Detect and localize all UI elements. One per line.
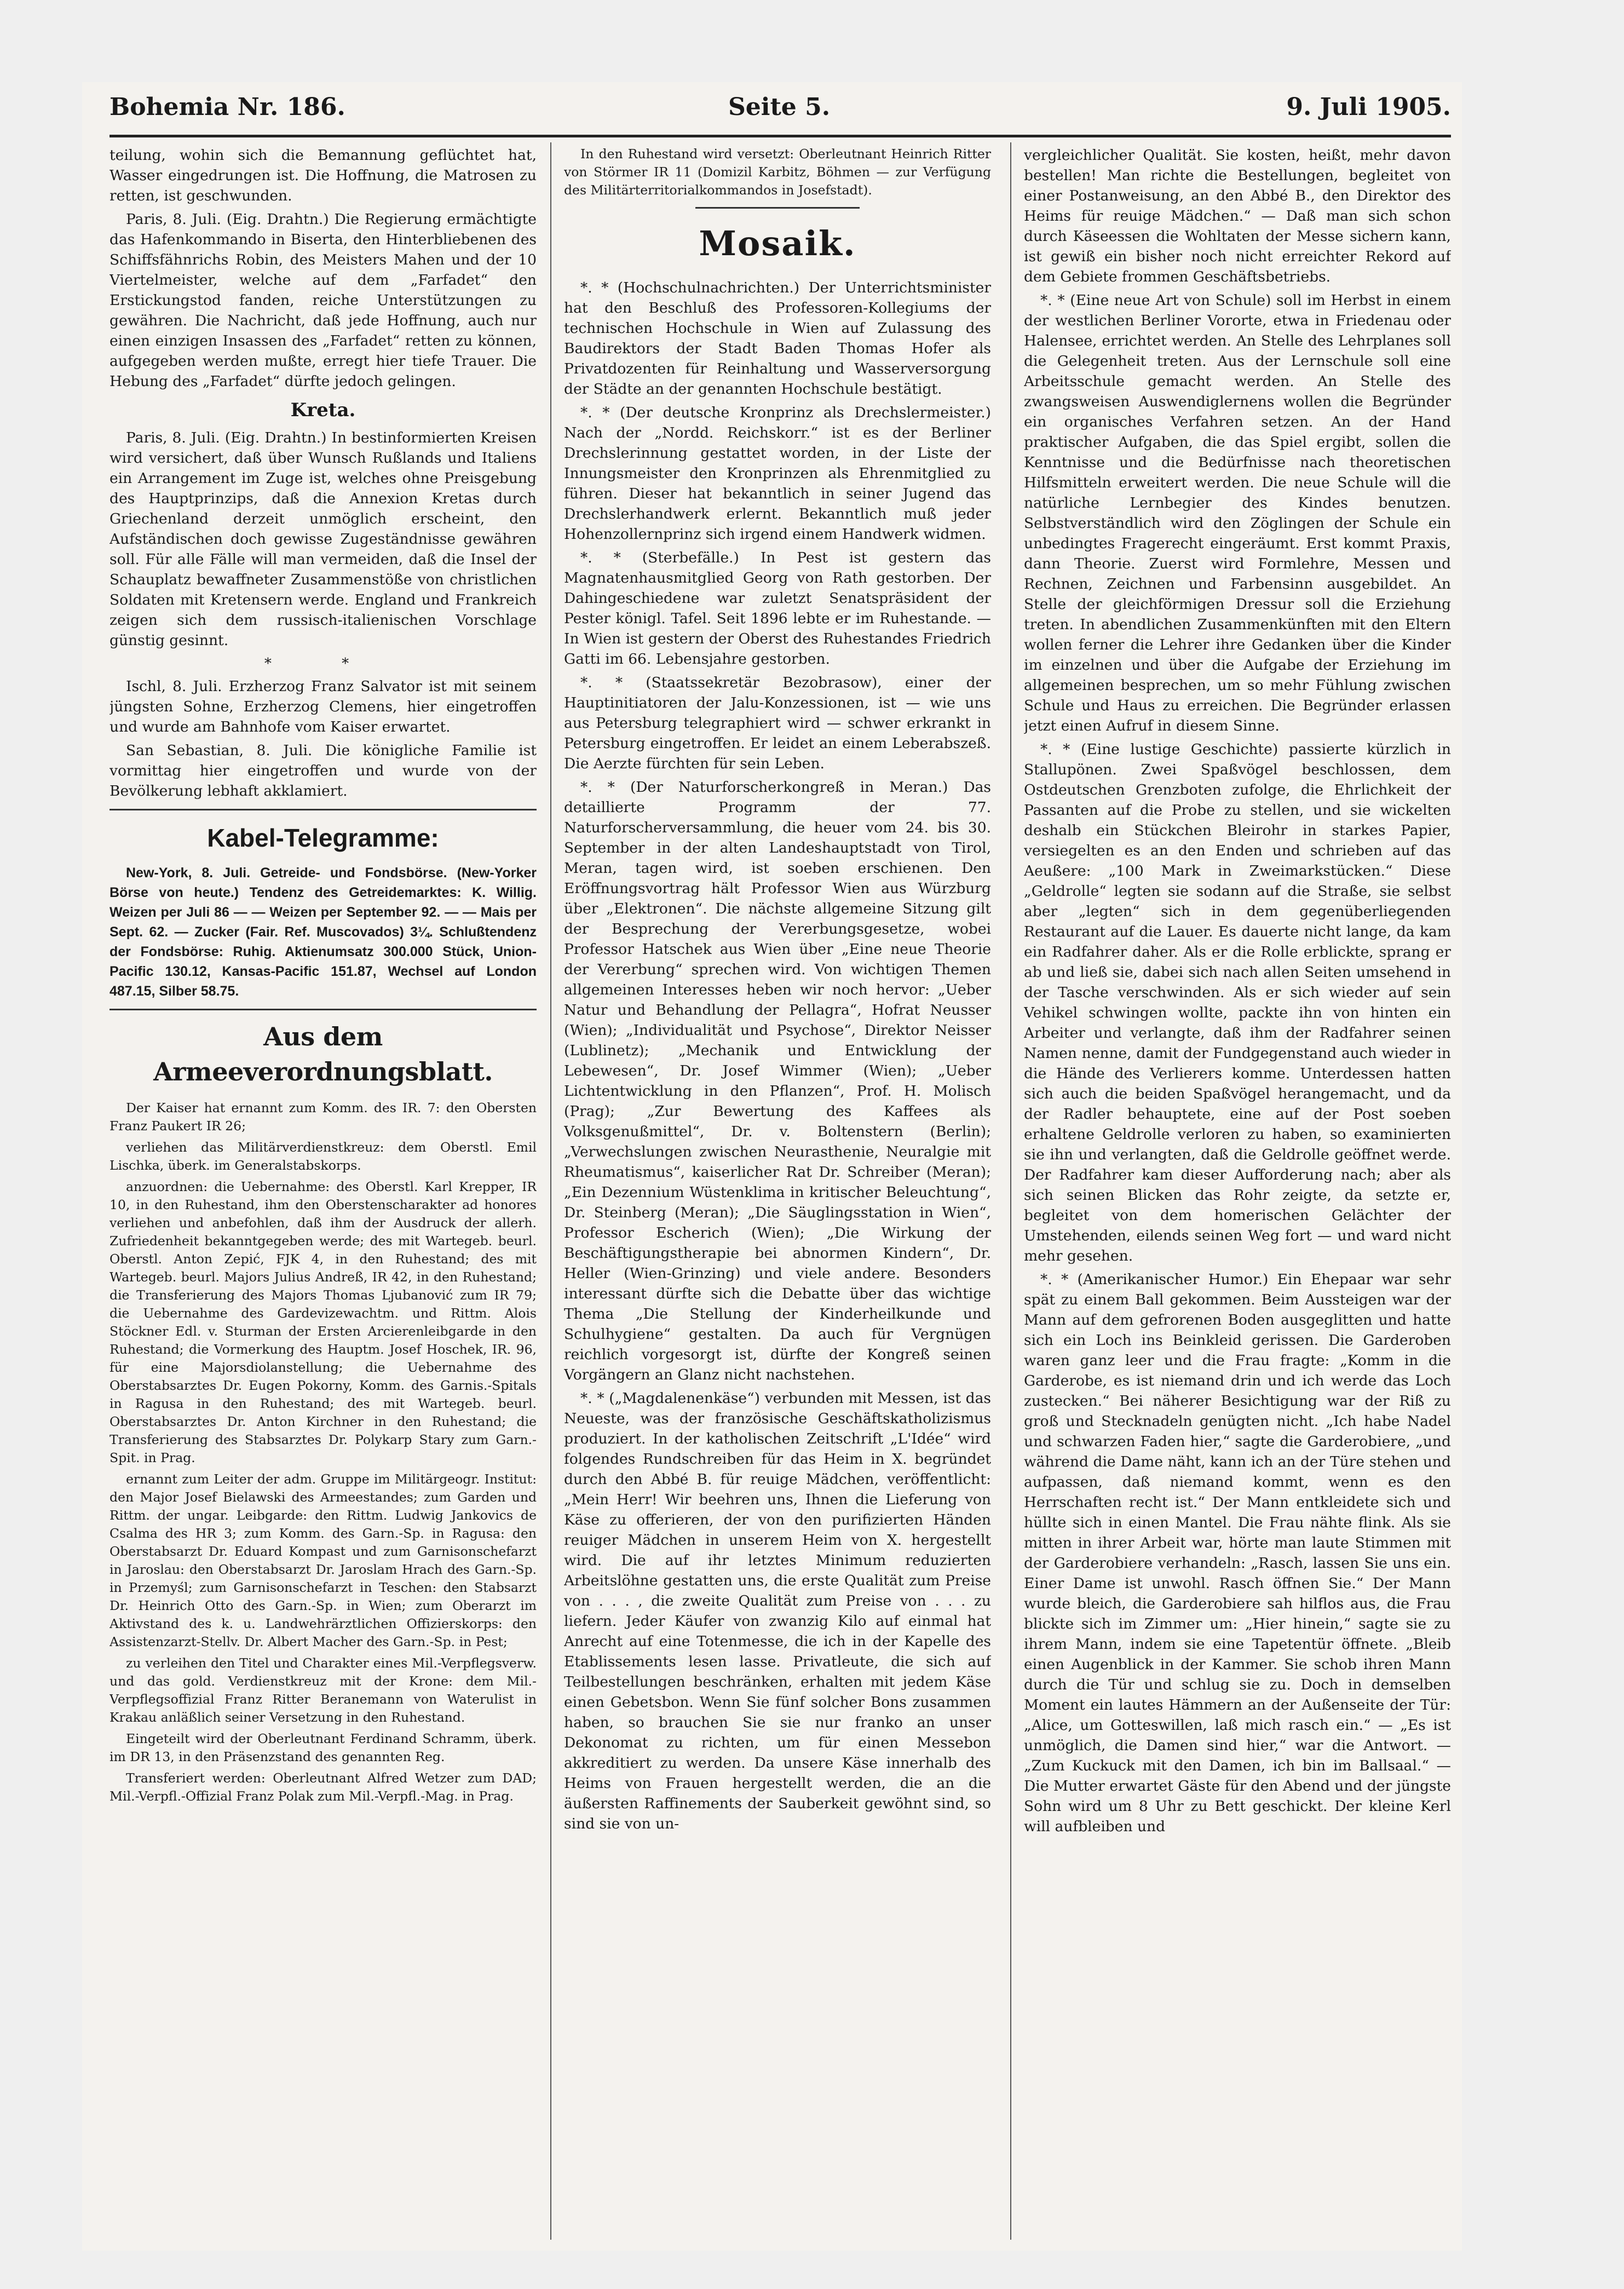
armee-item: zu verleihen den Titel und Charakter eines Mil.-Verpflegsverw. und das gold. Verdienstkreuz mit der Krone: dem Mil.-Verpflegsoffizial Franz Ritter Beranemann von Waterulist in Krakau anläßlich seiner Versetzung in den Ruhestand. bbox=[110, 1655, 537, 1725]
armee-item: Der Kaiser hat ernannt zum Komm. des IR. 7: den Obersten Franz Paukert IR 26; bbox=[110, 1100, 537, 1134]
section-rule bbox=[110, 1009, 537, 1010]
header-publication: Bohemia Nr. 186. bbox=[110, 93, 345, 121]
article-ischl: Ischl, 8. Juli. Erzherzog Franz Salvator ist mit seinem jüngsten Sohne, Erzherzog Clemens, hier eingetroffen und wurde am Bahnhofe vom Kaiser erwartet. bbox=[110, 678, 537, 735]
header-page-number: Seite 5. bbox=[728, 93, 831, 121]
mosaik-item: *. * (Sterbefälle.) In Pest ist gestern das Magnatenhausmitglied Georg von Rath gestorben. Der Dahingeschiedene war zuletzt Senatspräsident der Pester königl. Tafel. Seit 1896 lebte er im Ruhestande. — In Wien ist gestern der Oberst des Ruhestandes Friedrich Gatti im 66. Lebensjahre gestorben. bbox=[564, 549, 991, 668]
separator-stars: * * bbox=[264, 655, 382, 672]
section-heading-kabel: Kabel-Telegramme: bbox=[207, 824, 439, 852]
section-rule bbox=[695, 207, 860, 209]
column-divider-2 bbox=[1010, 142, 1011, 2240]
article-farfadet-end: teilung, wohin sich die Bemannung geflüchtet hat, Wasser eingedrungen ist. Die Hoffnung, die Matrosen zu retten, ist geschwunden. bbox=[110, 147, 537, 204]
mosaik-item: *. * (Der Naturforscherkongreß in Meran.) Das detaillierte Programm der 77. Naturforscherversammlung, die heuer vom 24. bis 30. September in der alten Landeshauptstadt von Tirol, Meran, tagen wird, ist soeben erschienen. Den Eröffnungsvortrag hält Professor Wien aus Würzburg über „Elektronen“. Die nächste allgemeine Sitzung gilt der Besprechung der Vererbungsgesetze, wobei Professor Hatschek aus Wien über „Eine neue Theorie der Vererbung“ sprechen wird. Von wichtigen Themen allgemeinen Interesses heben wir noch hervor: „Ueber Natur und Behandlung der Pellagra“, Hofrat Neusser (Wien); „Individualität und Psychose“, Direktor Neisser (Lublinetz); „Mechanik und Entwicklung der Lebewesen“, Dr. Josef Wimmer (Wien); „Ueber Lichtentwicklung in den Pflanzen“, Prof. H. Molisch (Prag); „Zur Bewertung des Kaffees als Volksgenußmittel“, Dr. v. Boltenstern (Berlin); „Verwechslungen zwischen Neurasthenie, Neuralgie mit Rheumatismus“, kaiserlicher Rat Dr. Schreiber (Meran); „Ein Dezennium Wüstenklima in kritischer Beleuchtung“, Dr. Steinberg (Meran); „Die Säuglingsstation in Wien“, Professor Escherich (Wien); „Die Wirkung der Beschäftigungstherapie bei abnormen Kindern“, Dr. Heller (Wien-Grinzing) und viele andere. Besonders interessant dürfte sich die Debatte über das wichtige Thema „Die Stellung der Kinderheilkunde und Schulhygiene“ gestalten. Da auch für Vergnügen reichlich vorgesorgt ist, dürfte der Kongreß seinen Vorgängern an Glanz nicht nachstehen. bbox=[564, 779, 991, 1383]
column-2 bbox=[564, 145, 991, 2237]
column-1 bbox=[110, 145, 537, 2237]
section-heading-mosaik: Mosaik. bbox=[699, 223, 856, 263]
article-paris-kreta: Paris, 8. Juli. (Eig. Drahtn.) In bestinformierten Kreisen wird versichert, daß über Wunsch Rußlands und Italiens ein Arrangement im Zuge ist, welches ohne Preisgebung des Hauptprinzips, daß die Annexion Kretas durch Griechenland derzeit unmöglich erscheint, den Aufständischen doch gewisse Zugeständnisse gewähren soll. Für alle Fälle will man vermeiden, daß die Insel der Schauplatz bewaffneter Zusammenstöße von christlichen Soldaten mit Kretensern werde. England und Frankreich zeigen sich dem russisch-italienischen Vorschlage günstig gesinnt. bbox=[110, 429, 537, 649]
armee-item: Eingeteilt wird der Oberleutnant Ferdinand Schramm, überk. im DR 13, in den Präsenzstand des genannten Reg. bbox=[110, 1731, 537, 1764]
header-date: 9. Juli 1905. bbox=[1286, 93, 1451, 121]
article-san-sebastian: San Sebastian, 8. Juli. Die königliche Familie ist vormittag hier eingetroffen und wurde von der Bevölkerung lebhaft akklamiert. bbox=[110, 742, 537, 800]
armee-item: anzuordnen: die Uebernahme: des Oberstl. Karl Krepper, IR 10, in den Ruhestand, ihm den Oberstenscharakter ad honores verliehen und anbefohlen, daß ihm der Ausdruck der allerh. Zufriedenheit bekanntgegeben werde; des mit Wartegeb. beurl. Oberstl. Anton Zepić, FJK 4, in den Ruhestand; des mit Wartegeb. beurl. Majors Julius Andreß, IR 42, in den Ruhestand; die Transferierung des Majors Thomas Ljubanović zum IR 79; die Uebernahme des Gardevizewachtm. und Rittm. Alois Stöckner Edl. v. Sturman der Ersten Arcierenleibgarde in den Ruhestand; die Vormerkung des Hauptm. Josef Hoschek, IR. 96, für eine Majorsdiolanstellung; die Uebernahme des Oberstabsarztes Dr. Eugen Pokorny, Komm. des Garnis.-Spitals in Ragusa in den Ruhestand; des mit Wartegeb. beurl. Oberstabsarztes Dr. Anton Kirchner in den Ruhestand; die Transferierung des Stabsarztes Dr. Polykarp Stary zum Garn.-Spit. in Prag. bbox=[110, 1179, 537, 1465]
mosaik-item-continued: vergleichlicher Qualität. Sie kosten, heißt, mehr davon bestellen! Man richte die Bestellungen, begleitet von einer Postanweisung, an den Abbé B., den Direktor des Heims für reuige Mädchen.“ — Daß man sich schon durch Käseessen die Wohltaten der Messe sichern kann, ist gewiß ein bisher noch nicht erreichter Rekord auf dem Gebiete frommen Geschäftsbetriebs. bbox=[1024, 147, 1451, 285]
newspaper-page bbox=[82, 82, 1462, 2251]
mosaik-item: *. * (Der deutsche Kronprinz als Drechslermeister.) Nach der „Nordd. Reichskorr.“ ist es der Berliner Drechslerinnung gestattet worden, in der Liste der Innungsmeister den Kronprinzen als Ehrenmitglied zu führen. Dieser hat bekanntlich in seiner Jugend das Drechslerhandwerk erlernt. Bekanntlich muß jeder Hohenzollernprinz sich irgend einem Handwerk widmen. bbox=[564, 404, 991, 543]
article-new-york-boerse: New-York, 8. Juli. Getreide- und Fondsbörse. (New-Yorker Börse von heute.) Tendenz des Getreidemarktes: K. Willig. Weizen per Juli 86 — — Weizen per September 92. — — Mais per Sept. 62. — Zucker (Fair. Ref. Muscovados) 3¼. Schlußtendenz der Fondsbörse: Ruhig. Aktienumsatz 300.000 Stück, Union-Pacific 130.12, Kansas-Pacific 151.87, Wechsel auf London 487.15, Silber 58.75. bbox=[110, 865, 537, 999]
armee-item: verliehen das Militärverdienstkreuz: dem Oberstl. Emil Lischka, überk. im Generalstabskorps. bbox=[110, 1140, 537, 1173]
mosaik-item: *. * (Eine neue Art von Schule) soll im Herbst in einem der westlichen Berliner Vororte, etwa in Friedenau oder Halensee, errichtet werden. An Stelle des Lehrplanes soll die Gelegenheit treten. Aus der Lernschule soll eine Arbeitsschule gemacht werden. An Stelle des zwangsweisen Auswendiglernens wollen die Begründer ein organisches Verfahren setzen. An der Hand praktischer Aufgaben, die das Spiel ergibt, sollen die Kenntnisse und die Bedürfnisse nach theoretischen Hilfsmitteln erweitert werden. Die neue Schule will die natürliche Lernbegier des Kindes benutzen. Selbstverständlich wird den Zöglingen der Schule ein unbedingtes Fragerecht eingeräumt. Erst kommt Praxis, dann Theorie. Zuerst wird Formlehre, Messen und Rechnen, Zeichnen und Farbensinn ausgebildet. An Stelle der gleichförmigen Dressur soll die Erziehung treten. In abendlichen Zusammenkünften mit den Eltern wollen ferner die Lehrer ihre Gedanken über die Kinder im einzelnen und über die Aufgabe der Erziehung im allgemeinen besprechen, um so mehr Fühlung zwischen Schule und Haus zu erreichen. Die Begründer erlassen jetzt einen Aufruf in diesem Sinne. bbox=[1024, 292, 1451, 734]
header-rule bbox=[110, 135, 1451, 137]
section-heading-armee: Aus dem Armeeverordnungsblatt. bbox=[153, 1022, 493, 1086]
section-heading-kreta: Kreta. bbox=[290, 399, 356, 421]
mosaik-item: *. * (Hochschulnachrichten.) Der Unterrichtsminister hat den Beschluß des Professoren-Kollegiums der technischen Hochschule in Wien auf Zulassung des Baudirektors der Stadt Baden Thomas Hofer als Privatdozenten für Reinhaltung und Wasserversorgung der Städte an der genannten Hochschule bestätigt. bbox=[564, 279, 991, 398]
article-paris-farfadet: Paris, 8. Juli. (Eig. Drahtn.) Die Regierung ermächtigte das Hafenkommando in Biserta, den Hinterbliebenen des Schiffsfähnrichs Robin, des Meisters Mahen und der 10 Viertelmeister, welche auf dem „Farfadet“ den Erstickungstod fanden, reiche Unterstützungen zu gewähren. Die Nachricht, daß jede Hoffnung, auch nur einen einzigen Insassen des „Farfadet“ retten zu können, aufgegeben werden mußte, erregt hier tiefe Trauer. Die Hebung des „Farfadet“ dürfte jedoch gelingen. bbox=[110, 211, 537, 390]
mosaik-item: *. * (Staatssekretär Bezobrasow), einer der Hauptinitiatoren der Jalu-Konzessionen, ist — wie uns aus Petersburg telegraphiert wird — schwer erkrankt in Petersburg eingetroffen. Er leidet an einem Leberabszeß. Die Aerzte fürchten für sein Leben. bbox=[564, 674, 991, 772]
section-rule bbox=[110, 809, 537, 810]
mosaik-item: *. * (Amerikanischer Humor.) Ein Ehepaar war sehr spät zu einem Ball gekommen. Beim Aussteigen war der Mann auf dem gefrorenen Boden ausgeglitten und hatte sich ein Loch ins Beinkleid gerissen. Die Garderoben waren ganz leer und die Frau fragte: „Komm in die Garderobe, es ist niemand drin und ich werde das Loch zustecken.“ Bei näherer Besichtigung war der Riß zu groß und Stecknadeln genügten nicht. „Ich habe Nadel und schwarzen Faden hier,“ sagte die Garderobiere, „und während die Dame näht, kann ich an der Türe stehen und aufpassen, daß niemand kommt, wenn es den Herrschaften recht ist.“ Der Mann entkleidete sich und hüllte sich in einen Mantel. Die Frau nähte flink. Als sie mitten in ihrer Arbeit war, hörte man laute Stimmen mit der Garderobiere verhandeln: „Rasch, lassen Sie uns ein. Einer Dame ist unwohl. Rasch öffnen Sie.“ Der Mann wurde bleich, die Garderobiere sah hilflos aus, die Frau blickte sich im Zimmer um: „Hier hinein,“ sagte sie zu ihrem Mann, indem sie eine Tapetentür öffnete. „Bleib einen Augenblick in der Kammer. Sie schob ihren Mann durch die Tür und schlug sie zu. Doch in demselben Moment ein lautes Hämmern an der Außenseite der Tür: „Alice, um Gotteswillen, laß mich rasch ein.“ — „Es ist unmöglich, die Damen sind hier,“ war die Antwort. — „Zum Kuckuck mit den Damen, ich bin im Ballsaal.“ — Die Mutter erwartet Gäste für den Abend und der jüngste Sohn wird um 8 Uhr zu Bett geschickt. Der kleine Kerl will aufbleiben und bbox=[1024, 1271, 1451, 1835]
mosaik-item: *. * („Magdalenenkäse“) verbunden mit Messen, ist das Neueste, was der französische Geschäftskatholizismus produziert. In der katholischen Zeitschrift „L'Idée“ wird folgendes Rundschreiben für das Heim in X. begründet durch den Abbé B. für reuige Mädchen, veröffentlicht: „Mein Herr! Wir beehren uns, Ihnen die Lieferung von Käse zu offerieren, der von den purifizierten Händen reuiger Mädchen in unserem Heim von X. hergestellt wird. Die auf ihr letztes Minimum reduzierten Arbeitslöhne gestatten uns, die erste Qualität zum Preise von . . . , die zweite Qualität zum Preise von . . . zu liefern. Jeder Käufer von zwanzig Kilo auf einmal hat Anrecht auf eine Totenmesse, die ich in der Kapelle des Etablissements lesen lasse. Privatleute, die sich auf Teilbestellungen beschränken, erhalten mit jedem Käse einen Gebetsbon. Wenn Sie fünf solcher Bons zusammen haben, so brauchen Sie sie nur franko an unser Dekonomat zu richten, um für einen Messebon akkreditiert zu werden. Da unsere Käse innerhalb des Heims von Frauen hergestellt werden, die an die äußersten Raffinements der Sauberkeit gewöhnt sind, so sind sie von un- bbox=[564, 1390, 991, 1832]
mosaik-item: *. * (Eine lustige Geschichte) passierte kürzlich in Stallupönen. Zwei Spaßvögel beschlossen, dem Ostdeutschen Grenzboten zufolge, die Ehrlichkeit der Passanten auf die Probe zu stellen, und sie wickelten deshalb ein Stückchen Bleirohr in starkes Papier, versiegelten es an den Enden und schrieben auf das Aeußere: „100 Mark in Zweimarkstücken.“ Diese „Geldrolle“ legten sie sodann auf die Straße, sie selbst aber „legten“ sich in dem gegenüberliegenden Restaurant auf die Lauer. Es dauerte nicht lange, da kam ein Radfahrer daher. Als er die Rolle erblickte, sprang er ab und ließ sie, dabei sich nach allen Seiten umsehend in der Tasche verschwinden. Als er sich wieder auf sein Vehikel schwingen wollte, packte ihn von hinten ein Arbeiter und verlangte, daß ihm der Radfahrer seinen Namen nenne, damit der Fundgegenstand auch wieder in die Hände des Verlierers komme. Unterdessen hatten sich auch die beiden Spaßvögel herangemacht, und da der Radler behauptete, eine auf der Post soeben erhaltene Geldrolle verloren zu haben, so examinierten sie ihn und verlangten, daß die Geldrolle geöffnet werde. Der Radfahrer kam dieser Aufforderung nach; aber als sich seinen Blicken das Rohr zeigte, da setzte er, begleitet von dem homerischen Gelächter der Umstehenden, eilends seinen Weg fort — und ward nicht mehr gesehen. bbox=[1024, 741, 1451, 1264]
page-header bbox=[110, 93, 1451, 131]
armee-item: ernannt zum Leiter der adm. Gruppe im Militärgeogr. Institut: den Major Josef Bielawski des Armeestandes; zum Garden und Rittm. der ungar. Leibgarde: den Rittm. Ludwig Jankovics de Csalma des HR 3; zum Komm. des Garn.-Sp. in Ragusa: den Oberstabsarzt Dr. Eduard Kompast und zum Garnisonschefarzt in Jaroslau: den Oberstabsarzt Dr. Jaroslam Hrach des Garn.-Sp. in Przemyśl; zum Garnisonschefarzt in Teschen: den Stabsarzt Dr. Heinrich Otto des Garn.-Sp. in Wien; zum Oberarzt im Aktivstand des k. u. Landwehrärztlichen Offizierskorps: den Assistenzarzt-Stellv. Dr. Albert Macher des Garn.-Sp. in Pest; bbox=[110, 1471, 537, 1649]
column-divider-1 bbox=[550, 142, 551, 2240]
column-3 bbox=[1024, 145, 1451, 2237]
armee-item: Transferiert werden: Oberleutnant Alfred Wetzer zum DAD; Mil.-Verpfl.-Offizial Franz Polak zum Mil.-Verpfl.-Mag. in Prag. bbox=[110, 1770, 537, 1804]
armee-item-continued: In den Ruhestand wird versetzt: Oberleutnant Heinrich Ritter von Störmer IR 11 (Domizil Karbitz, Böhmen — zur Verfügung des Militärterritorialkommandos in Josefstadt). bbox=[564, 146, 991, 198]
